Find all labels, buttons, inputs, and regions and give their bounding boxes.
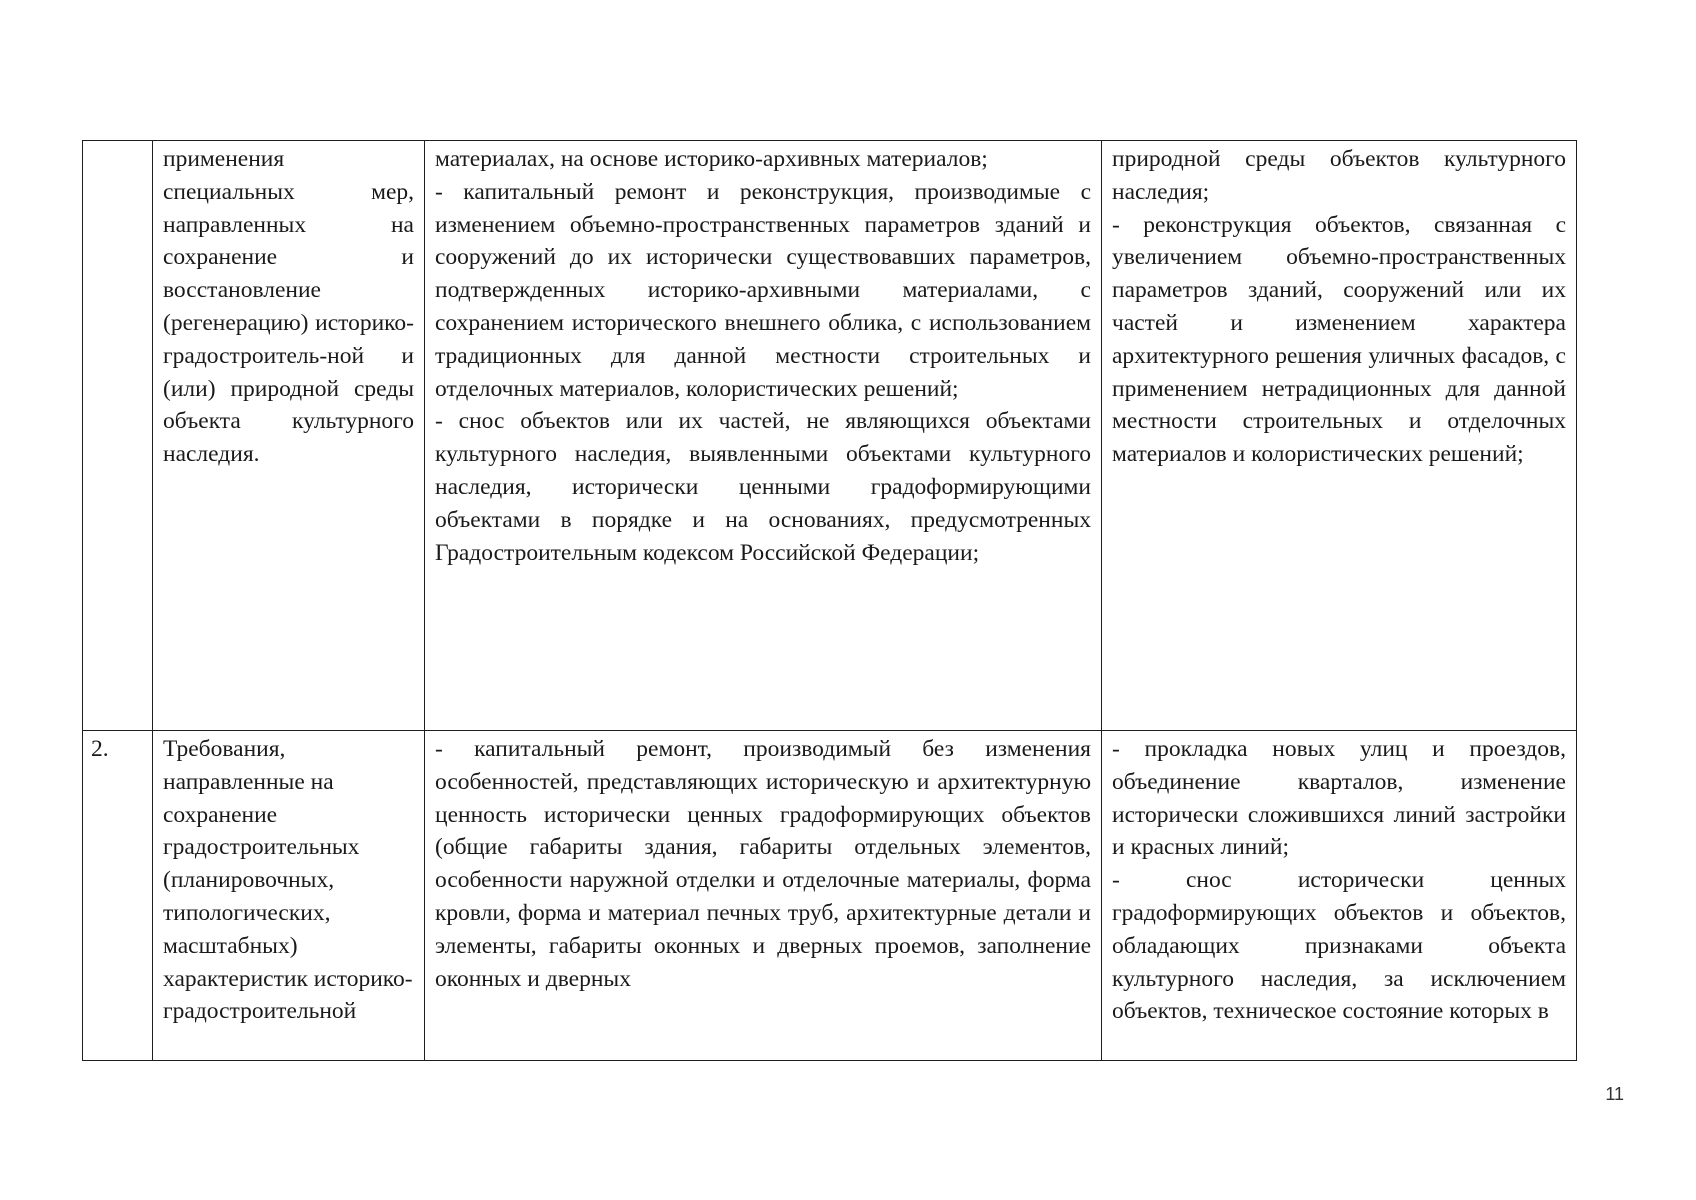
row-number-cell: 2.: [83, 731, 153, 1061]
forbidden-paragraph: природной среды объектов культурного наследия;: [1112, 146, 1566, 205]
requirement-name: Требования, направленные на сохранение градостроительных (планировочных, типологических, масштабных) характеристик историко-градостроительной: [163, 736, 413, 1025]
allowed-paragraph: - снос объектов или их частей, не являющихся объектами культурного наследия, выявленными объектами культурного наследия, исторически ценными градоформирующими объектами в порядке и на основаниях, предусмотренных Градостроительным кодексом Российской Федерации;: [435, 408, 1091, 566]
allowed-paragraph: - капитальный ремонт и реконструкция, производимые с изменением объемно-пространственных параметров зданий и сооружений до их исторически существовавших параметров, подтвержденных историко-архивными материалами, с сохранением исторического внешнего облика, с использованием традиционных для данной местности строительных и отделочных материалов, колористических решений;: [435, 178, 1091, 402]
forbidden-paragraph: - прокладка новых улиц и проездов, объединение кварталов, изменение исторически сложившихся линий застройки и красных линий;: [1112, 736, 1566, 861]
allowed-paragraph: материалах, на основе историко-архивных материалов;: [435, 146, 988, 172]
allowed-paragraph: - капитальный ремонт, производимый без изменения особенностей, представляющих историческую и архитектурную ценность исторически ценных градоформирующих объектов (общие габариты здания, габариты отдельных элементов, особенности наружной отделки и отделочные материалы, форма кровли, форма и материал печных труб, архитектурные детали и элементы, габариты оконных и дверных проемов, заполнение оконных и дверных: [435, 736, 1091, 992]
forbidden-paragraph: - снос исторически ценных градоформирующих объектов и объектов, обладающих признаками объекта культурного наследия, за исключением объектов, техническое состояние которых в: [1112, 867, 1566, 1025]
forbidden-works-cell: [1102, 141, 1577, 731]
table-row: [83, 141, 1577, 731]
page-number: 11: [1605, 1084, 1624, 1104]
forbidden-paragraph: - реконструкция объектов, связанная с увеличением объемно-пространственных параметров зданий, сооружений или их частей и изменением характера архитектурного решения уличных фасадов, с применением нетрадиционных для данной местности строительных и отделочных материалов и колористических решений;: [1112, 211, 1566, 468]
row-number-cell: [83, 141, 153, 731]
requirement-name-cell: [153, 731, 425, 1061]
requirements-table: [82, 140, 1577, 1061]
table-row: [83, 731, 1577, 1061]
allowed-works-cell: [425, 731, 1102, 1061]
allowed-works-cell: [425, 141, 1102, 731]
forbidden-works-cell: [1102, 731, 1577, 1061]
requirement-name: применения специальных мер, направленных на сохранение и восстановление (регенерацию) историко-градостроитель-ной и (или) природной среды объекта культурного наследия.: [163, 146, 414, 468]
requirement-name-cell: [153, 141, 425, 731]
